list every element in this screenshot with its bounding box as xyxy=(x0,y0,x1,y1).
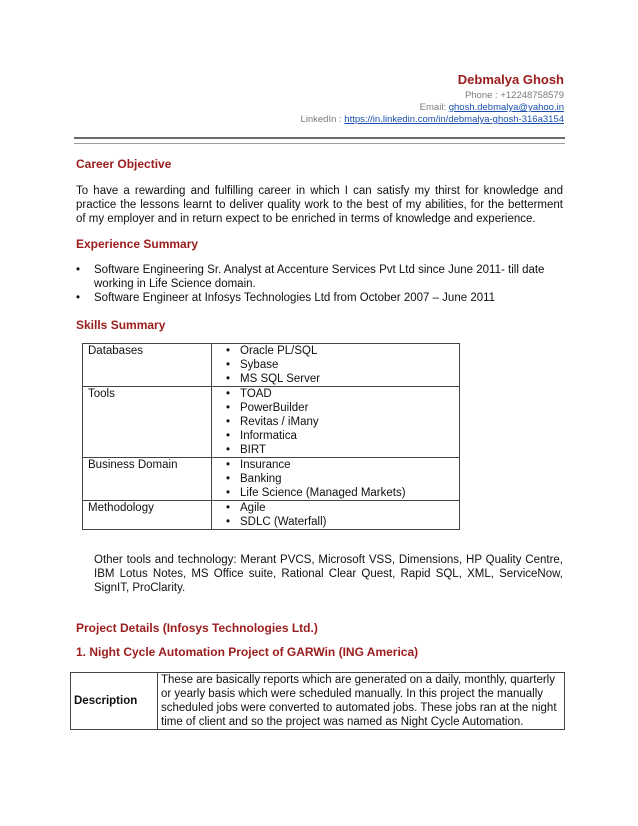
skill-items xyxy=(212,387,460,458)
email-label: Email: xyxy=(419,102,449,113)
project-description-label: Description xyxy=(71,673,158,730)
project-title: 1. Night Cycle Automation Project of GARWin (ING America) xyxy=(76,645,419,659)
list-item: • PowerBuilder xyxy=(216,401,455,415)
table-row xyxy=(83,501,460,530)
table-row xyxy=(83,344,460,387)
list-item: • Sybase xyxy=(216,358,455,372)
skill-items xyxy=(212,501,460,530)
list-item: • Revitas / iMany xyxy=(216,415,455,429)
phone-label: Phone : xyxy=(464,90,501,101)
phone-line xyxy=(300,90,564,102)
list-item: • Informatica xyxy=(216,429,455,443)
candidate-name: Debmalya Ghosh xyxy=(457,72,564,87)
header-divider xyxy=(74,137,565,144)
linkedin-link[interactable]: https://in.linkedin.com/in/debmalya-ghosh-316a3154 xyxy=(344,114,564,125)
other-tools-text: Other tools and technology: Merant PVCS, Microsoft VSS, Dimensions, HP Quality Centre, IBM Lotus Notes, MS Office suite, Rational Clear Quest, Rapid SQL, XML, ServiceNow, SignIT, ProClarity. xyxy=(94,554,563,594)
list-item: • Banking xyxy=(216,472,455,486)
list-item: • Insurance xyxy=(216,458,455,472)
career-objective-text: To have a rewarding and fulfilling career in which I can satisfy my thirst for knowledge and practice the lessons learnt to deliver quality work to the best of my abilities, for the betterment of my employer and in return expect to be enriched in terms of knowledge and experience. xyxy=(76,185,563,225)
email-line xyxy=(300,102,564,114)
list-item: • BIRT xyxy=(216,443,455,457)
list-item: • SDLC (Waterfall) xyxy=(216,515,455,529)
experience-list xyxy=(76,264,563,307)
list-item: • Life Science (Managed Markets) xyxy=(216,486,455,500)
skill-category: Databases xyxy=(83,344,212,387)
career-objective-heading: Career Objective xyxy=(76,157,172,171)
list-item: • Software Engineer at Infosys Technologies Ltd from October 2007 – June 2011 xyxy=(76,292,563,306)
skill-category: Tools xyxy=(83,387,212,458)
linkedin-label: LinkedIn : xyxy=(300,114,345,125)
project-details-heading: Project Details (Infosys Technologies Ltd.) xyxy=(76,621,318,635)
project-table xyxy=(70,672,565,730)
list-item: • MS SQL Server xyxy=(216,372,455,386)
list-item: • Agile xyxy=(216,501,455,515)
list-item: • Software Engineering Sr. Analyst at Accenture Services Pvt Ltd since June 2011- till date working in Life Science domain. xyxy=(76,264,563,291)
table-row xyxy=(83,458,460,501)
experience-summary-heading: Experience Summary xyxy=(76,237,199,251)
linkedin-line xyxy=(300,114,564,126)
skill-category: Business Domain xyxy=(83,458,212,501)
project-description-text: These are basically reports which are generated on a daily, monthly, quarterly or yearly basis which were scheduled manually. In this project the manually scheduled jobs were converted to automated jobs. These jobs ran at the night time of client and so the project was named as Night Cycle Automation. xyxy=(158,673,565,730)
skill-category: Methodology xyxy=(83,501,212,530)
skills-table xyxy=(82,343,460,530)
list-item: • TOAD xyxy=(216,387,455,401)
table-row xyxy=(71,673,565,730)
phone-number: +12248758579 xyxy=(500,90,564,101)
table-row xyxy=(83,387,460,458)
contact-header xyxy=(300,72,564,126)
skills-summary-heading: Skills Summary xyxy=(76,318,166,332)
list-item: • Oracle PL/SQL xyxy=(216,344,455,358)
skill-items xyxy=(212,458,460,501)
skill-items xyxy=(212,344,460,387)
email-link[interactable]: ghosh.debmalya@yahoo.in xyxy=(448,102,564,113)
